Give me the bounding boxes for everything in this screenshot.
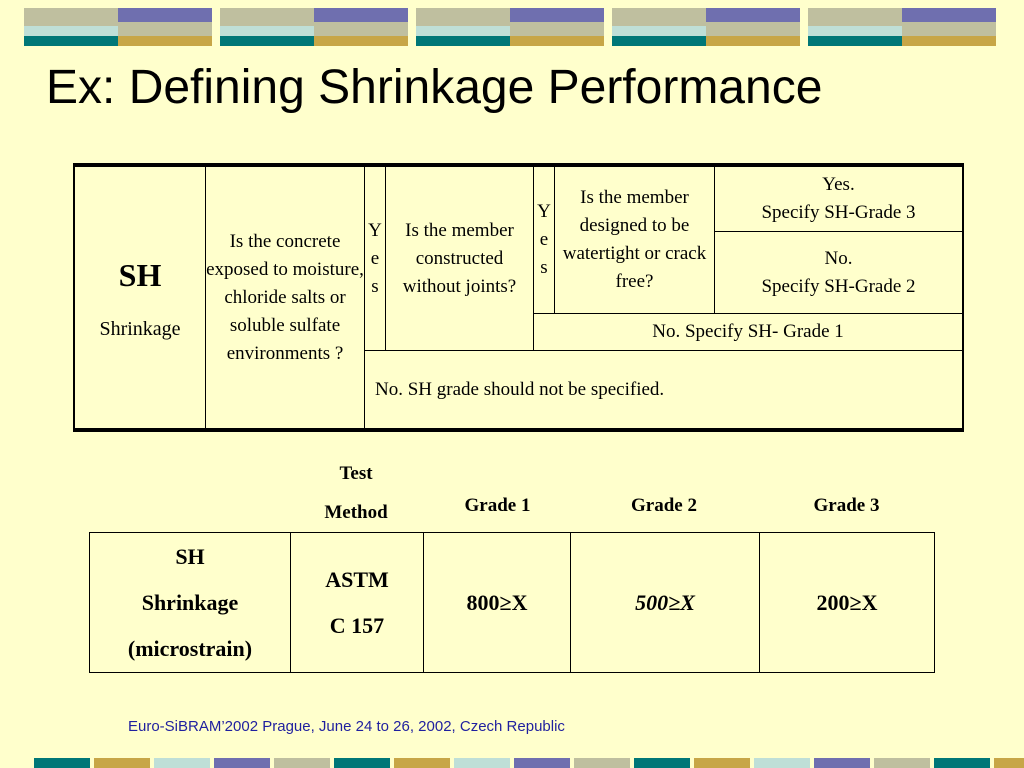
banner-pale-teal-band — [24, 26, 118, 36]
answer-no-grade: No. SH grade should not be specified. — [365, 351, 964, 431]
banner-teal-band — [416, 36, 510, 46]
question-without-joints: Is the member constructed without joints? — [386, 165, 534, 351]
property-cell: SH Shrinkage (microstrain) — [90, 533, 291, 673]
banner-pale-teal-band — [808, 26, 902, 36]
answer-grade-1: No. Specify SH- Grade 1 — [534, 314, 964, 351]
strip-segment — [934, 758, 990, 768]
strip-segment — [634, 758, 690, 768]
question-moisture-exposure: Is the concrete exposed to moisture, chloride salts or soluble sulfate environments ? — [206, 165, 365, 430]
banner-khaki-band — [118, 22, 212, 36]
banner-gold-band — [510, 36, 604, 46]
header-test-method: Test Method — [324, 463, 388, 523]
question-watertight: Is the member designed to be watertight or crack free? — [555, 165, 715, 314]
banner-gold-band — [118, 36, 212, 46]
banner-gold-band — [314, 36, 408, 46]
sh-cell — [74, 165, 206, 430]
banner-khaki-band — [314, 22, 408, 36]
answer-grade-2: No. Specify SH-Grade 2 — [715, 232, 964, 314]
strip-segment — [754, 758, 810, 768]
decision-table — [73, 163, 964, 432]
sh-code: SH — [118, 256, 162, 293]
answer-grade-3: Yes. Specify SH-Grade 3 — [715, 165, 964, 232]
banner-purple-band — [118, 8, 212, 22]
strip-segment — [34, 758, 90, 768]
strip-segment — [214, 758, 270, 768]
banner-pale-teal-band — [612, 26, 706, 36]
bottom-decoration-strip — [0, 758, 1024, 768]
sh-name: Shrinkage — [99, 317, 181, 340]
header-grade-3: Grade 3 — [813, 495, 880, 516]
banner-purple-band — [706, 8, 800, 22]
banner-teal-band — [808, 36, 902, 46]
strip-segment — [94, 758, 150, 768]
grade-table — [89, 532, 935, 673]
strip-segment — [694, 758, 750, 768]
header-grade-1: Grade 1 — [464, 495, 531, 516]
strip-segment — [514, 758, 570, 768]
banner-gold-band — [902, 36, 996, 46]
strip-segment — [994, 758, 1024, 768]
grade-1-value: 800≥X — [424, 533, 571, 673]
yes-vertical-2: Y e s — [534, 165, 555, 314]
grade-3-value: 200≥X — [760, 533, 935, 673]
banner-khaki-band — [808, 8, 902, 26]
banner-khaki-band — [612, 8, 706, 26]
banner-pale-teal-band — [220, 26, 314, 36]
top-decoration-banner — [0, 0, 1024, 50]
grade-2-value: 500≥X — [571, 533, 760, 673]
strip-segment — [334, 758, 390, 768]
banner-khaki-band — [416, 8, 510, 26]
banner-gold-band — [706, 36, 800, 46]
strip-segment — [574, 758, 630, 768]
banner-khaki-band — [220, 8, 314, 26]
banner-khaki-band — [24, 8, 118, 26]
banner-teal-band — [24, 36, 118, 46]
banner-purple-band — [902, 8, 996, 22]
banner-purple-band — [314, 8, 408, 22]
banner-pale-teal-band — [416, 26, 510, 36]
banner-purple-band — [510, 8, 604, 22]
footer-text: Euro-SiBRAM’2002 Prague, June 24 to 26, 2002, Czech Republic — [128, 718, 565, 735]
strip-segment — [394, 758, 450, 768]
strip-segment — [814, 758, 870, 768]
banner-teal-band — [220, 36, 314, 46]
banner-teal-band — [612, 36, 706, 46]
slide-title: Ex: Defining Shrinkage Performance — [46, 61, 823, 114]
header-grade-2: Grade 2 — [631, 495, 697, 516]
banner-khaki-band — [510, 22, 604, 36]
banner-khaki-band — [902, 22, 996, 36]
method-cell: ASTM C 157 — [291, 533, 424, 673]
strip-segment — [274, 758, 330, 768]
banner-khaki-band — [706, 22, 800, 36]
yes-vertical-1: Y e s — [365, 165, 386, 351]
strip-segment — [154, 758, 210, 768]
strip-segment — [454, 758, 510, 768]
strip-segment — [874, 758, 930, 768]
